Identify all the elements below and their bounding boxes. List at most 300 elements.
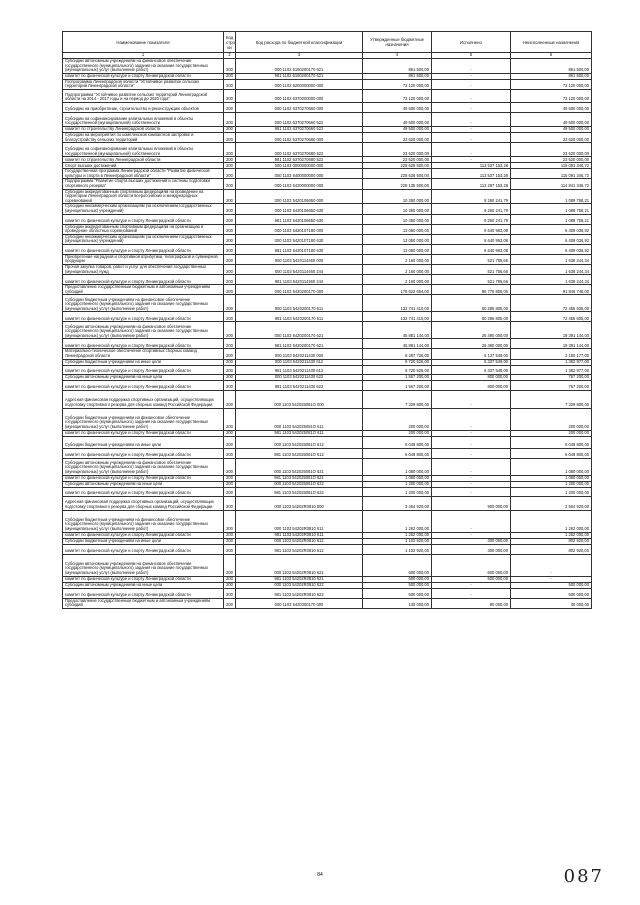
executed-amount-cell: 800 000,00: [432, 380, 511, 390]
executed-amount-cell: 521 755,66: [432, 275, 511, 285]
line-code-cell: 200: [224, 275, 236, 285]
column-number: 4: [363, 53, 432, 59]
unexecuted-amount-cell: 1 080 000,00: [511, 475, 592, 481]
approved-amount-cell: 600 000,00: [363, 554, 432, 576]
unexecuted-amount-cell: 2 564 920,00: [511, 496, 592, 510]
line-code-cell: 200: [224, 510, 236, 532]
column-number: 1: [63, 53, 224, 59]
executed-amount-cell: -: [432, 458, 511, 475]
executed-amount-cell: -: [432, 112, 511, 126]
header-approved: Утвержденные бюджетные назначения: [363, 32, 432, 53]
budget-code-cell: 000 1103 5420211430 622: [236, 374, 363, 380]
indicator-name-cell: Субсидии бюджетным учреждениям на иные цели: [63, 436, 224, 448]
line-code-cell: 200: [224, 265, 236, 275]
column-number: 2: [224, 53, 236, 59]
indicator-name-cell: Субсидии некоммерческим организациям (за исключением государственных (муниципальных) учреждений): [63, 234, 224, 244]
header-executed: Исполнено: [432, 32, 511, 53]
budget-code-cell: 000 1103 5420300170 000: [236, 598, 363, 608]
line-code-cell: 200: [224, 89, 236, 102]
line-code-cell: 200: [224, 544, 236, 554]
approved-amount-cell: 45 881 144,00: [363, 322, 432, 339]
line-code-cell: 200: [224, 234, 236, 244]
budget-code-cell: 981 1103 542025081O 611: [236, 430, 363, 436]
indicator-name-cell: Субсидии автономным учреждениям на финансовое обеспечение государственного (муниципального) задания на оказание государственных (муниципальных) услуг (выполнение работ): [63, 59, 224, 74]
line-code-cell: 200: [224, 214, 236, 224]
executed-amount-cell: -: [432, 408, 511, 430]
budget-code-cell: 000 1103 0000000000 000: [236, 163, 363, 169]
unexecuted-amount-cell: 1 382 977,00: [511, 365, 592, 374]
table-row: [63, 89, 592, 102]
unexecuted-amount-cell: 500 000,00: [511, 582, 592, 588]
budget-code-cell: 981 1103 54202R0810 621: [236, 576, 363, 582]
budget-code-cell: 000 1102 6200000000 000: [236, 79, 363, 89]
table-row: [63, 598, 592, 608]
executed-amount-cell: -: [432, 143, 511, 157]
table-row: [63, 312, 592, 322]
indicator-name-cell: Предоставление государственным бюджетным и автономным учреждениям субсидий: [63, 598, 224, 608]
approved-amount-cell: 23 620 000,00: [363, 157, 432, 163]
unexecuted-amount-cell: 500 000,00: [511, 588, 592, 598]
line-code-cell: 200: [224, 163, 236, 169]
indicator-name-cell: комитет по физической культуре и спорту Ленинградской области: [63, 448, 224, 458]
indicator-name-cell: комитет по строительству Ленинградской области: [63, 126, 224, 132]
indicator-name-cell: Субсидии бюджетным учреждениям на финансовое обеспечение государственного (муниципального) задания на оказание государственных (муниципальных) услуг (выполнение работ): [63, 295, 224, 312]
line-code-cell: 200: [224, 189, 236, 204]
approved-amount-cell: 6 049 800,00: [363, 436, 432, 448]
budget-code-cell: 981 1103 54202R0810 611: [236, 532, 363, 538]
executed-amount-cell: 60 285 805,00: [432, 312, 511, 322]
executed-amount-cell: -: [432, 430, 511, 436]
unexecuted-amount-cell: 40 000,00: [511, 598, 592, 608]
unexecuted-amount-cell: 72 455 605,00: [511, 295, 592, 312]
unexecuted-amount-cell: 6 409 036,92: [511, 234, 592, 244]
header-indicator-name: Наименование показателя: [63, 32, 224, 53]
line-code-cell: 200: [224, 322, 236, 339]
executed-amount-cell: 113 537 153,28: [432, 169, 511, 179]
unexecuted-amount-cell: 767 200,00: [511, 374, 592, 380]
approved-amount-cell: 1 102 920,00: [363, 538, 432, 544]
executed-amount-cell: 60 285 805,00: [432, 295, 511, 312]
executed-amount-cell: 5 337 549,00: [432, 365, 511, 374]
unexecuted-amount-cell: 23 620 000,00: [511, 143, 592, 157]
table-row: [63, 339, 592, 349]
line-code-cell: 200: [224, 59, 236, 74]
budget-code-cell: 000 1103 542025081O 000: [236, 390, 363, 408]
indicator-name-cell: комитет по физической культуре и спорту Ленинградской области: [63, 475, 224, 481]
approved-amount-cell: 13 050 000,00: [363, 244, 432, 254]
executed-amount-cell: -: [432, 102, 511, 112]
header-unexecuted: Неисполненные назначения: [511, 32, 592, 53]
budget-code-cell: 000 1103 5420107180 630: [236, 234, 363, 244]
approved-amount-cell: 10 350 000,00: [363, 214, 432, 224]
unexecuted-amount-cell: 1 382 977,00: [511, 359, 592, 365]
executed-amount-cell: -: [432, 532, 511, 538]
executed-amount-cell: 90 000,00: [432, 598, 511, 608]
indicator-name-cell: Государственная программа Ленинградской области "Развитие физической культуры и спорта в Ленинградской области": [63, 169, 224, 179]
approved-amount-cell: 6 720 526,00: [363, 359, 432, 365]
line-code-cell: 200: [224, 339, 236, 349]
line-code-cell: 200: [224, 285, 236, 295]
table-row: [63, 448, 592, 458]
approved-amount-cell: 3 464 920,00: [363, 496, 432, 510]
approved-amount-cell: 10 350 000,00: [363, 204, 432, 214]
approved-amount-cell: 1 567 200,00: [363, 374, 432, 380]
executed-amount-cell: 521 755,66: [432, 265, 511, 275]
executed-amount-cell: -: [432, 481, 511, 487]
executed-amount-cell: -: [432, 475, 511, 481]
unexecuted-amount-cell: 1 638 244,34: [511, 265, 592, 275]
table-row: [63, 322, 592, 339]
executed-amount-cell: -: [432, 157, 511, 163]
budget-code-cell: 000 1103 54202R0810 622: [236, 582, 363, 588]
line-code-cell: 200: [224, 598, 236, 608]
indicator-name-cell: комитет по физической культуре и спорту Ленинградской области: [63, 214, 224, 224]
line-code-cell: 200: [224, 132, 236, 142]
budget-code-cell: 000 1102 6370270680 000: [236, 132, 363, 142]
unexecuted-amount-cell: 200 000,00: [511, 430, 592, 436]
unexecuted-amount-cell: 1 089 758,21: [511, 189, 592, 204]
budget-code-cell: 000 1103 54202R0810 621: [236, 554, 363, 576]
executed-amount-cell: 521 755,66: [432, 254, 511, 264]
unexecuted-amount-cell: 115 091 346,72: [511, 169, 592, 179]
executed-amount-cell: 9 260 241,79: [432, 189, 511, 204]
unexecuted-amount-cell: 91 846 748,00: [511, 285, 592, 295]
line-code-cell: 200: [224, 157, 236, 163]
budget-code-cell: 000 1102 6370270660 000: [236, 102, 363, 112]
line-code-cell: 200: [224, 458, 236, 475]
budget-code-cell: 981 1103 542025081O 612: [236, 448, 363, 458]
executed-amount-cell: -: [432, 588, 511, 598]
line-code-cell: 200: [224, 538, 236, 544]
unexecuted-amount-cell: 6 409 036,92: [511, 244, 592, 254]
line-code-cell: 200: [224, 554, 236, 576]
budget-code-cell: 000 1103 5420200170 621: [236, 322, 363, 339]
executed-amount-cell: -: [432, 126, 511, 132]
executed-amount-cell: -: [432, 89, 511, 102]
budget-code-cell: 981 1103 5420211430 612: [236, 365, 363, 374]
executed-amount-cell: -: [432, 448, 511, 458]
budget-code-cell: 981 1103 5420200170 611: [236, 312, 363, 322]
unexecuted-amount-cell: 802 920,00: [511, 544, 592, 554]
indicator-name-cell: комитет по физической культуре и спорту Ленинградской области: [63, 339, 224, 349]
executed-amount-cell: -: [432, 390, 511, 408]
line-code-cell: 200: [224, 365, 236, 374]
table-row: [63, 79, 592, 89]
budget-code-cell: 981 1103 542025081O 621: [236, 475, 363, 481]
line-code-cell: 200: [224, 102, 236, 112]
indicator-name-cell: Субсидии автономным учреждениям на финансовое обеспечение государственного (муниципального) задания на оказание государственных (муниципальных) услуг (выполнение работ): [63, 554, 224, 576]
unexecuted-amount-cell: 49 500 000,00: [511, 126, 592, 132]
approved-amount-cell: 861 500,00: [363, 73, 432, 79]
unexecuted-amount-cell: 1 089 758,21: [511, 214, 592, 224]
line-code-cell: 200: [224, 390, 236, 408]
indicator-name-cell: Субсидии на софинансирование капитальных вложений в объекты государственной (муниципальной) собственности: [63, 112, 224, 126]
approved-amount-cell: 6 049 800,00: [363, 448, 432, 458]
executed-amount-cell: 26 490 000,00: [432, 322, 511, 339]
executed-amount-cell: -: [432, 582, 511, 588]
budget-code-cell: 000 1103 5420106650 000: [236, 189, 363, 204]
table-row: [63, 234, 592, 244]
budget-code-cell: 000 1103 5420211430 000: [236, 349, 363, 359]
executed-amount-cell: 26 490 000,00: [432, 339, 511, 349]
table-row: [63, 510, 592, 532]
unexecuted-amount-cell: 115 091 346,72: [511, 163, 592, 169]
table-row: [63, 458, 592, 475]
indicator-name-cell: Адресная финансовая поддержка спортивных организаций, осуществляющих подготовку спортивного резерва для сборных команд Российской Федерации: [63, 496, 224, 510]
line-code-cell: 200: [224, 374, 236, 380]
line-code-cell: 200: [224, 73, 236, 79]
header-line-code: Код стро ки: [224, 32, 236, 53]
approved-amount-cell: 8 287 726,00: [363, 349, 432, 359]
unexecuted-amount-cell: 1 638 244,34: [511, 275, 592, 285]
executed-amount-cell: 9 260 241,79: [432, 204, 511, 214]
indicator-name-cell: Адресная финансовая поддержка спортивных организаций, осуществляющих подготовку спортивного резерва для сборных команд Российской Федерации: [63, 390, 224, 408]
unexecuted-amount-cell: 1 262 000,00: [511, 532, 592, 538]
line-code-cell: 200: [224, 143, 236, 157]
approved-amount-cell: 130 000,00: [363, 598, 432, 608]
budget-code-cell: 000 1103 54202R0810 612: [236, 538, 363, 544]
table-row: [63, 496, 592, 510]
unexecuted-amount-cell: 861 500,00: [511, 73, 592, 79]
budget-code-cell: 000 1103 5420200170 611: [236, 295, 363, 312]
approved-amount-cell: 1 102 920,00: [363, 544, 432, 554]
executed-amount-cell: 113 537 153,28: [432, 163, 511, 169]
table-row: [63, 544, 592, 554]
table-row: [63, 112, 592, 126]
line-code-cell: 200: [224, 179, 236, 189]
line-code-cell: 200: [224, 430, 236, 436]
executed-amount-cell: 600 000,00: [432, 576, 511, 582]
table-row: [63, 265, 592, 275]
table-row: [63, 179, 592, 189]
unexecuted-amount-cell: 7 329 800,00: [511, 390, 592, 408]
line-code-cell: 200: [224, 380, 236, 390]
approved-amount-cell: 1 262 000,00: [363, 510, 432, 532]
approved-amount-cell: 49 500 000,00: [363, 126, 432, 132]
line-code-cell: 200: [224, 475, 236, 481]
budget-code-cell: 981 1103 54202R0810 612: [236, 544, 363, 554]
executed-amount-cell: 6 640 963,08: [432, 234, 511, 244]
indicator-name-cell: комитет по физической культуре и спорту Ленинградской области: [63, 487, 224, 496]
unexecuted-amount-cell: 23 620 000,00: [511, 157, 592, 163]
approved-amount-cell: 23 620 000,00: [363, 132, 432, 142]
line-code-cell: 200: [224, 312, 236, 322]
unexecuted-amount-cell: 49 500 000,00: [511, 112, 592, 126]
executed-amount-cell: -: [432, 510, 511, 532]
unexecuted-amount-cell: 861 500,00: [511, 59, 592, 74]
executed-amount-cell: 6 137 549,00: [432, 349, 511, 359]
budget-code-cell: 000 1102 6370270680 522: [236, 143, 363, 157]
indicator-name-cell: Материально-техническое обеспечение спортивных сборных команд Ленинградской области: [63, 349, 224, 359]
line-code-cell: 200: [224, 112, 236, 126]
approved-amount-cell: 228 135 500,00: [363, 179, 432, 189]
approved-amount-cell: 132 741 410,00: [363, 295, 432, 312]
unexecuted-amount-cell: 6 049 800,00: [511, 448, 592, 458]
approved-amount-cell: 600 000,00: [363, 576, 432, 582]
budget-code-cell: 981 1103 5420107180 630: [236, 244, 363, 254]
approved-amount-cell: 49 500 000,00: [363, 112, 432, 126]
indicator-name-cell: Субсидии бюджетным учреждениям на финансовое обеспечение государственного (муниципального) задания на оказание государственных (муниципальных) услуг (выполнение работ): [63, 510, 224, 532]
approved-amount-cell: 13 050 000,00: [363, 234, 432, 244]
approved-amount-cell: 1 080 000,00: [363, 458, 432, 475]
indicator-name-cell: Субсидии аккредитованным спортивным федерациям на проведение на территории Ленинградской области всероссийских и международных соревнований: [63, 189, 224, 204]
budget-code-cell: 000 1103 5420200170 000: [236, 285, 363, 295]
budget-code-cell: 000 1103 5420000000 000: [236, 179, 363, 189]
executed-amount-cell: 9 260 241,79: [432, 214, 511, 224]
line-code-cell: 200: [224, 126, 236, 132]
indicator-name-cell: Субсидии бюджетным учреждениям на иные цели: [63, 359, 224, 365]
indicator-name-cell: Субсидии автономным учреждениям на финансовое обеспечение государственного (муниципального) задания на оказание государственных (муниципальных) услуг (выполнение работ): [63, 458, 224, 475]
approved-amount-cell: 49 500 000,00: [363, 102, 432, 112]
unexecuted-amount-cell: -: [511, 554, 592, 576]
budget-code-cell: 000 1103 542025081O 611: [236, 408, 363, 430]
approved-amount-cell: 861 500,00: [363, 59, 432, 74]
budget-code-cell: 000 1103 5400000000 000: [236, 169, 363, 179]
executed-amount-cell: 5 337 549,00: [432, 359, 511, 365]
indicator-name-cell: Субсидии бюджетным учреждениям на финансовое обеспечение государственного (муниципального) задания на оказание государственных (муниципальных) услуг (выполнение работ): [63, 408, 224, 430]
indicator-name-cell: Субсидии на мероприятия по комплексной компактной застройке и благоустройству сельских территорий: [63, 132, 224, 142]
unexecuted-amount-cell: 19 391 144,00: [511, 322, 592, 339]
budget-code-cell: 000 1103 542025081O 621: [236, 458, 363, 475]
indicator-name-cell: Субсидии автономным учреждениям на иные цели: [63, 374, 224, 380]
unexecuted-amount-cell: -: [511, 576, 592, 582]
executed-amount-cell: -: [432, 73, 511, 79]
indicator-name-cell: Госпрограмма Ленинградской области "Устойчивое развитие сельских территорий Ленинградской области": [63, 79, 224, 89]
table-row: [63, 189, 592, 204]
table-row: [63, 132, 592, 142]
approved-amount-cell: 2 160 000,00: [363, 265, 432, 275]
line-code-cell: 200: [224, 349, 236, 359]
column-number: 3: [236, 53, 363, 59]
approved-amount-cell: 2 160 000,00: [363, 254, 432, 264]
line-code-cell: 200: [224, 359, 236, 365]
line-code-cell: 200: [224, 244, 236, 254]
executed-amount-cell: 6 640 963,08: [432, 224, 511, 234]
line-code-cell: 200: [224, 254, 236, 264]
budget-code-cell: 981 1103 5420114460 244: [236, 275, 363, 285]
executed-amount-cell: 113 297 153,28: [432, 179, 511, 189]
executed-amount-cell: 600 000,00: [432, 554, 511, 576]
budget-execution-table: [62, 31, 592, 609]
table-row: [63, 408, 592, 430]
unexecuted-amount-cell: 1 200 000,00: [511, 487, 592, 496]
line-code-cell: 200: [224, 169, 236, 179]
budget-code-cell: 000 1103 5420107180 000: [236, 224, 363, 234]
table-row: [63, 275, 592, 285]
unexecuted-amount-cell: 72 455 605,00: [511, 312, 592, 322]
line-code-cell: 200: [224, 481, 236, 487]
indicator-name-cell: комитет по физической культуре и спорту Ленинградской области: [63, 588, 224, 598]
line-code-cell: 200: [224, 224, 236, 234]
indicator-name-cell: комитет по физической культуре и спорту Ленинградской области: [63, 73, 224, 79]
column-number: 5: [432, 53, 511, 59]
indicator-name-cell: Приобретение наградной и спортивной атрибутики, типографской и сувенирной продукции: [63, 254, 224, 264]
approved-amount-cell: 10 350 000,00: [363, 189, 432, 204]
table-row: [63, 295, 592, 312]
sheet-stamp-number: 087: [563, 866, 604, 887]
table-row: [63, 169, 592, 179]
unexecuted-amount-cell: 73 120 000,00: [511, 79, 592, 89]
unexecuted-amount-cell: 802 920,00: [511, 538, 592, 544]
approved-amount-cell: 1 567 200,00: [363, 380, 432, 390]
line-code-cell: 200: [224, 496, 236, 510]
budget-code-cell: 000 1103 5420106650 630: [236, 204, 363, 214]
executed-amount-cell: -: [432, 487, 511, 496]
approved-amount-cell: 23 620 000,00: [363, 143, 432, 157]
approved-amount-cell: 1 200 000,00: [363, 481, 432, 487]
approved-amount-cell: 228 628 500,00: [363, 163, 432, 169]
line-code-cell: 200: [224, 576, 236, 582]
executed-amount-cell: 300 000,00: [432, 538, 511, 544]
unexecuted-amount-cell: 73 120 000,00: [511, 89, 592, 102]
indicator-name-cell: комитет по строительству Ленинградской области: [63, 157, 224, 163]
approved-amount-cell: 228 628 500,00: [363, 169, 432, 179]
unexecuted-amount-cell: 1 638 244,34: [511, 254, 592, 264]
budget-code-cell: 000 1103 542025081O 612: [236, 436, 363, 448]
line-code-cell: 200: [224, 295, 236, 312]
approved-amount-cell: 500 000,00: [363, 588, 432, 598]
table-row: [63, 390, 592, 408]
executed-amount-cell: -: [432, 79, 511, 89]
approved-amount-cell: 132 741 410,00: [363, 312, 432, 322]
table-body: [63, 59, 592, 609]
unexecuted-amount-cell: 23 620 000,00: [511, 132, 592, 142]
table-row: [63, 365, 592, 374]
unexecuted-amount-cell: 2 150 177,00: [511, 349, 592, 359]
indicator-name-cell: комитет по физической культуре и спорту Ленинградской области: [63, 365, 224, 374]
indicator-name-cell: комитет по физической культуре и спорту Ленинградской области: [63, 312, 224, 322]
unexecuted-amount-cell: 6 049 800,00: [511, 436, 592, 448]
line-code-cell: 200: [224, 408, 236, 430]
approved-amount-cell: 7 329 800,00: [363, 390, 432, 408]
approved-amount-cell: 1 200 000,00: [363, 487, 432, 496]
indicator-name-cell: Предоставление государственным бюджетным и автономным учреждениям субсидий: [63, 285, 224, 295]
indicator-name-cell: Подпрограмма "Развитие спорта высших достижений и системы подготовки спортивного резерва": [63, 179, 224, 189]
line-code-cell: 200: [224, 588, 236, 598]
budget-code-cell: 000 1103 54202R0810 611: [236, 510, 363, 532]
table-row: [63, 59, 592, 74]
budget-code-cell: 981 1103 5420106650 630: [236, 214, 363, 224]
budget-code-cell: 981 1102 6160200170 621: [236, 73, 363, 79]
header-budget-code: Код расхода по бюджетной классификации: [236, 32, 363, 53]
column-number: 6: [511, 53, 592, 59]
line-code-cell: 200: [224, 204, 236, 214]
unexecuted-amount-cell: 6 409 036,92: [511, 224, 592, 234]
unexecuted-amount-cell: 200 000,00: [511, 408, 592, 430]
approved-amount-cell: 13 050 000,00: [363, 224, 432, 234]
indicator-name-cell: Субсидии автономным учреждениям на иные цели: [63, 582, 224, 588]
budget-code-cell: 000 1103 54202R0810 000: [236, 496, 363, 510]
line-code-cell: 200: [224, 79, 236, 89]
executed-amount-cell: -: [432, 436, 511, 448]
approved-amount-cell: 73 120 000,00: [363, 89, 432, 102]
table-row: [63, 380, 592, 390]
budget-code-cell: 000 1103 5420114460 000: [236, 254, 363, 264]
approved-amount-cell: 73 120 000,00: [363, 79, 432, 89]
executed-amount-cell: -: [432, 59, 511, 74]
approved-amount-cell: 1 080 000,00: [363, 475, 432, 481]
table-row: [63, 554, 592, 576]
indicator-name-cell: Субсидии некоммерческим организациям (за исключением государственных (муниципальных) учреждений): [63, 204, 224, 214]
table-row: [63, 285, 592, 295]
unexecuted-amount-cell: 1 080 000,00: [511, 458, 592, 475]
executed-amount-cell: 800 000,00: [432, 374, 511, 380]
budget-code-cell: 981 1102 6370270660 522: [236, 126, 363, 132]
budget-code-cell: 981 1103 5420200170 621: [236, 339, 363, 349]
indicator-name-cell: комитет по физической культуре и спорту Ленинградской области: [63, 244, 224, 254]
indicator-name-cell: Субсидии на приобретение, строительство и реконструкцию объектов: [63, 102, 224, 112]
line-code-cell: 200: [224, 582, 236, 588]
